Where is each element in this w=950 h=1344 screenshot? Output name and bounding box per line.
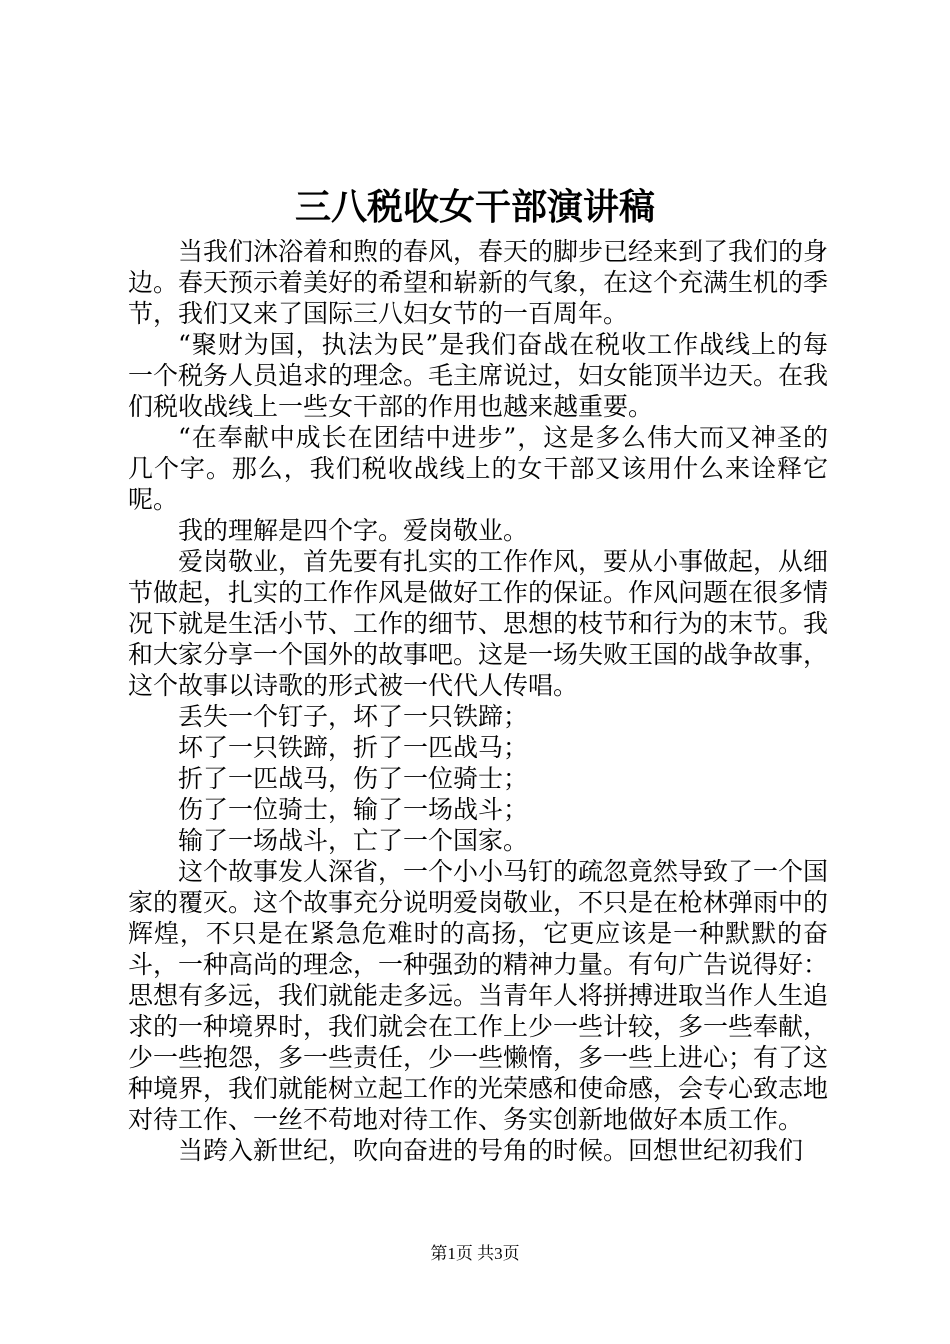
paragraph: 当跨入新世纪，吹向奋进的号角的时候。回想世纪初我们 [178, 1136, 804, 1165]
paragraph: 爱岗敬业，首先要有扎实的工作作风，要从小事做起，从细节做起，扎实的工作作风是做好工作的保证。作风问题在很多情况下就是生活小节、工作的细节、思想的枝节和行为的末节。我和大家分享一个国外的故事吧。这是一场失败王国的战争故事，这个故事以诗歌的形式被一代代人传唱。 [128, 547, 829, 700]
poem-line: 伤了一位骑士，输了一场战斗； [178, 795, 529, 824]
paragraph: 我的理解是四个字。爱岗敬业。 [178, 516, 529, 545]
poem-line: 折了一匹战马，伤了一位骑士； [178, 764, 529, 793]
poem-line: 丢失一个钉子，坏了一只铁蹄； [178, 702, 529, 731]
paragraph: “在奉献中成长在团结中进步”，这是多么伟大而又神圣的几个字。那么，我们税收战线上的女干部又该用什么来诠释它呢。 [128, 423, 828, 514]
paragraph: “聚财为国，执法为民”是我们奋战在税收工作战线上的每一个税务人员追求的理念。毛主席说过，妇女能顶半边天。在我们税收战线上一些女干部的作用也越来越重要。 [128, 330, 829, 421]
paragraph: 这个故事发人深省，一个小小马钉的疏忽竟然导致了一个国家的覆灭。这个故事充分说明爱岗敬业，不只是在枪林弹雨中的辉煌，不只是在紧急危难时的高扬，它更应该是一种默默的奋斗，一种高尚的理念，一种强劲的精神力量。有句广告说得好：思想有多远，我们就能走多远。当青年人将拼搏进取当作人生追求的一种境界时，我们就会在工作上少一些计较，多一些奉献，少一些抱怨，多一些责任，少一些懒惰，多一些上进心；有了这种境界，我们就能树立起工作的光荣感和使命感，会专心致志地对待工作、一丝不苟地对待工作、务实创新地做好本质工作。 [128, 857, 829, 1134]
document-body [128, 236, 828, 1166]
poem-line: 坏了一只铁蹄，折了一匹战马； [178, 733, 529, 762]
document-title: 三八税收女干部演讲稿 [294, 187, 655, 228]
page-number-footer: 第1页 共3页 [430, 1244, 520, 1263]
paragraph: 当我们沐浴着和煦的春风，春天的脚步已经来到了我们的身边。春天预示着美好的希望和崭新的气象，在这个充满生机的季节，我们又来了国际三八妇女节的一百周年。 [128, 237, 829, 328]
poem-line: 输了一场战斗，亡了一个国家。 [178, 826, 529, 855]
